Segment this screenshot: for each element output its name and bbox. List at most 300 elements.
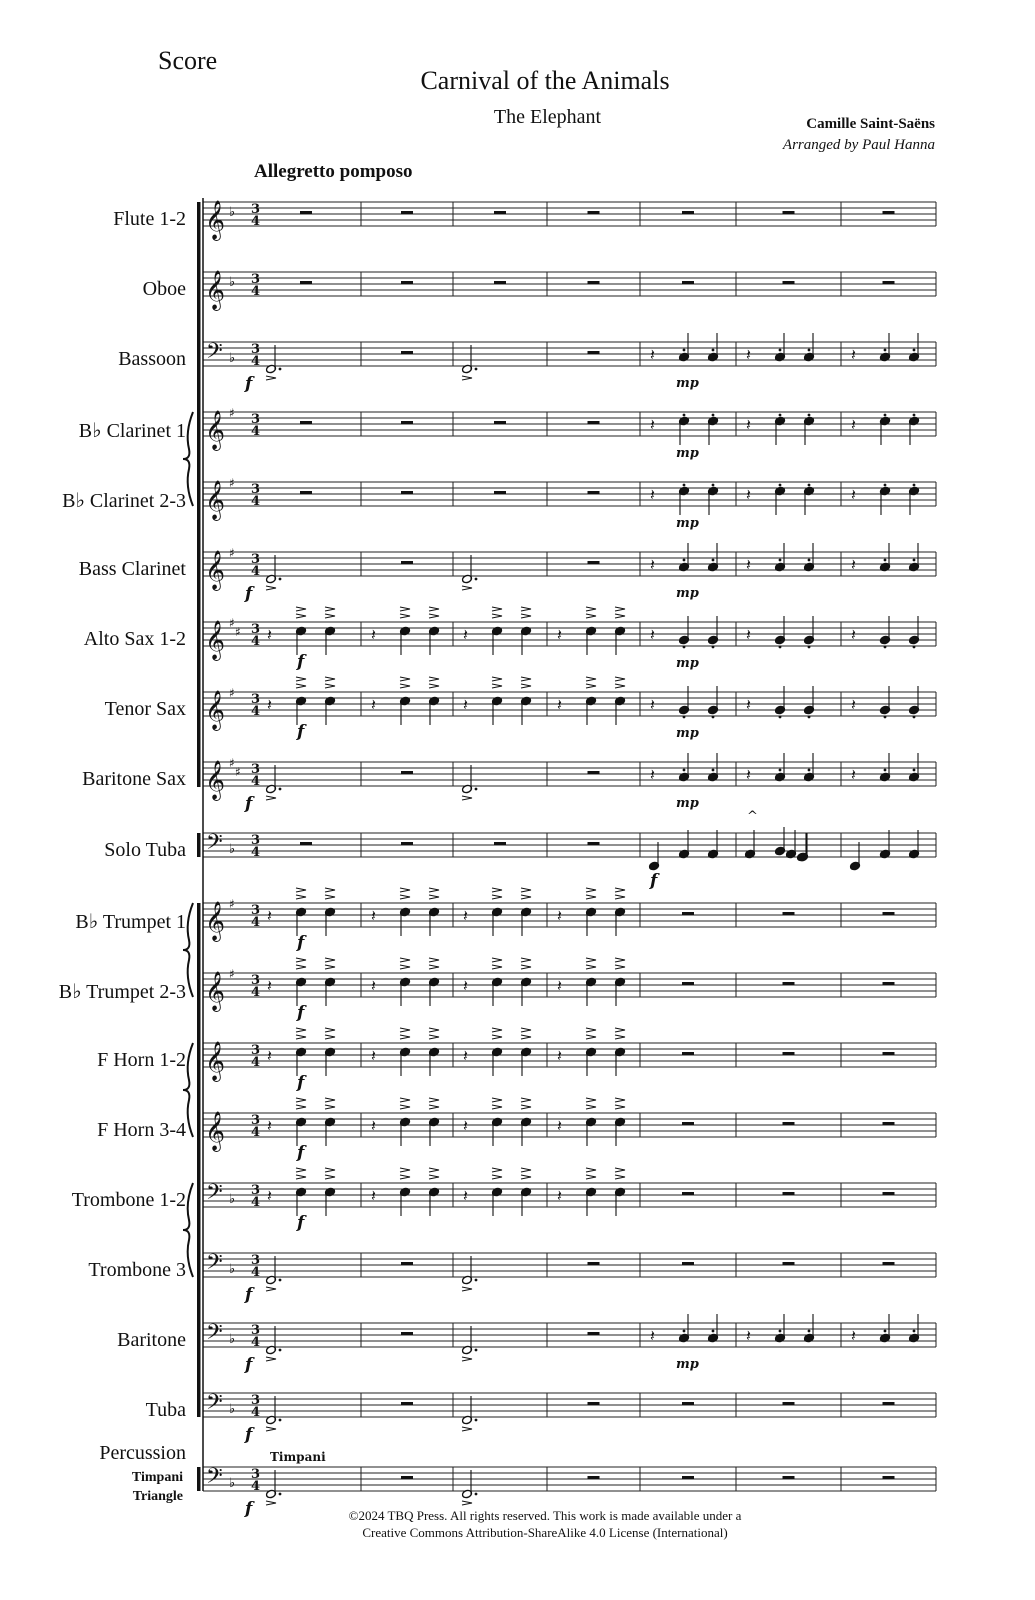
accent-mark [400, 1168, 410, 1172]
whole-rest [883, 1192, 895, 1195]
bass-clef-icon: 𝄢 [206, 1250, 223, 1280]
whole-rest [588, 561, 600, 564]
whole-rest [682, 1192, 694, 1195]
whole-rest [401, 211, 413, 214]
time-sig-bottom: 4 [251, 634, 261, 649]
quarter-rest: 𝄽 [650, 1326, 655, 1345]
staccato-dot [683, 414, 686, 417]
whole-rest [883, 1052, 895, 1055]
accent-mark [429, 614, 439, 618]
whole-rest [783, 982, 795, 985]
dynamic-forte: f [245, 794, 253, 814]
treble-clef-icon: 𝄞 [205, 550, 226, 590]
accent-mark [615, 965, 625, 969]
quarter-rest: 𝄽 [746, 555, 751, 574]
system-bracket [197, 202, 201, 787]
staccato-dot [808, 716, 811, 719]
accent-mark [429, 1035, 439, 1039]
accent-mark [586, 1035, 596, 1039]
quarter-rest: 𝄽 [463, 976, 468, 995]
whole-rest [401, 842, 413, 845]
accent-mark [296, 958, 306, 962]
quarter-rest: 𝄽 [746, 345, 751, 364]
dynamic-mezzo_piano: mp [676, 796, 699, 811]
instrument-name-trombone-1-2: Trombone 1-2 [71, 1189, 186, 1211]
accent-mark [615, 1098, 625, 1102]
whole-rest [588, 491, 600, 494]
quarter-rest: 𝄽 [267, 906, 272, 925]
accent-mark [429, 965, 439, 969]
accent-mark [492, 677, 502, 681]
accent-mark [325, 1028, 335, 1032]
quarter-rest: 𝄽 [557, 1046, 562, 1065]
staccato-dot [683, 716, 686, 719]
quarter-rest: 𝄽 [650, 415, 655, 434]
accent-mark [325, 958, 335, 962]
accent-mark [400, 614, 410, 618]
bass-clef-icon: 𝄢 [206, 1320, 223, 1350]
quarter-rest: 𝄽 [463, 695, 468, 714]
staccato-dot [884, 646, 887, 649]
accent-mark [296, 1168, 306, 1172]
staff-brace [183, 412, 193, 506]
quarter-rest: 𝄽 [746, 415, 751, 434]
whole-rest [883, 1262, 895, 1265]
dynamic-mezzo_piano: mp [676, 726, 699, 741]
whole-rest [682, 1052, 694, 1055]
accent-mark [429, 1105, 439, 1109]
time-sig-top: 3 [251, 692, 261, 707]
accent-mark [492, 1035, 502, 1039]
whole-rest [682, 912, 694, 915]
accent-mark [492, 888, 502, 892]
accent-mark [462, 796, 472, 800]
key-sharp: ♯ [229, 476, 235, 490]
accent-mark [400, 888, 410, 892]
staccato-dot [683, 646, 686, 649]
staccato-dot [779, 349, 782, 352]
accent-mark [325, 1168, 335, 1172]
dynamic-forte: f [650, 871, 658, 891]
staccato-dot [779, 559, 782, 562]
whole-rest [682, 211, 694, 214]
accent-mark [615, 1105, 625, 1109]
time-sig-bottom: 4 [251, 1125, 261, 1140]
accent-mark [429, 684, 439, 688]
accent-mark [586, 1105, 596, 1109]
tempo-marking: Allegretto pomposo [254, 161, 413, 182]
accent-mark [521, 684, 531, 688]
key-sharp: ♯ [229, 686, 235, 700]
whole-rest [401, 1476, 413, 1479]
accent-mark [266, 1501, 276, 1505]
copyright-footer [0, 1507, 1035, 1541]
staff-brace [183, 1183, 193, 1277]
accent-mark [325, 895, 335, 899]
accent-mark [521, 965, 531, 969]
staccato-dot [279, 578, 282, 581]
quarter-rest: 𝄽 [650, 765, 655, 784]
dynamic-forte: f [297, 1213, 305, 1233]
quarter-rest: 𝄽 [267, 1116, 272, 1135]
time-sig-bottom: 4 [251, 214, 261, 229]
quarter-rest: 𝄽 [267, 695, 272, 714]
time-sig-bottom: 4 [251, 704, 261, 719]
time-sig-bottom: 4 [251, 494, 261, 509]
accent-mark [615, 1035, 625, 1039]
key-flat: ♭ [229, 842, 236, 857]
whole-rest [401, 281, 413, 284]
accent-mark [521, 958, 531, 962]
instrument-name-trumpet-1: B♭ Trumpet 1 [75, 911, 186, 933]
quarter-rest: 𝄽 [371, 695, 376, 714]
whole-rest [300, 421, 312, 424]
staccato-dot [712, 349, 715, 352]
whole-rest [401, 1332, 413, 1335]
treble-clef-icon: 𝄞 [205, 620, 226, 660]
staccato-dot [779, 716, 782, 719]
treble-clef-icon: 𝄞 [205, 1041, 226, 1081]
time-sig-bottom: 4 [251, 424, 261, 439]
accent-mark [325, 1035, 335, 1039]
key-flat: ♭ [229, 1476, 236, 1491]
time-sig-bottom: 4 [251, 1055, 261, 1070]
staccato-dot [475, 368, 478, 371]
staccato-dot [779, 769, 782, 772]
whole-rest [588, 421, 600, 424]
copyright-line-1: ©2024 TBQ Press. All rights reserved. This work is made available under a [348, 1508, 742, 1523]
staccato-dot [683, 484, 686, 487]
key-flat: ♭ [229, 1262, 236, 1277]
quarter-rest: 𝄽 [267, 625, 272, 644]
treble-clef-icon: 𝄞 [205, 901, 226, 941]
accent-mark [521, 1175, 531, 1179]
accent-mark [521, 888, 531, 892]
accent-mark [492, 1028, 502, 1032]
composer-credit: Camille Saint-Saëns [806, 116, 935, 132]
accent-mark [429, 958, 439, 962]
whole-rest [494, 842, 506, 845]
dynamic-forte: f [245, 1285, 253, 1305]
whole-rest [682, 1476, 694, 1479]
time-sig-bottom: 4 [251, 354, 261, 369]
instrument-name-clarinet-1: B♭ Clarinet 1 [78, 420, 186, 442]
time-sig-bottom: 4 [251, 1405, 261, 1420]
whole-rest [783, 1192, 795, 1195]
whole-rest [682, 281, 694, 284]
time-sig-top: 3 [251, 552, 261, 567]
instrument-name-tuba: Tuba [145, 1399, 186, 1421]
accent-mark [492, 895, 502, 899]
accent-mark [615, 684, 625, 688]
accent-mark [586, 958, 596, 962]
instrument-name-clarinet-2-3: B♭ Clarinet 2-3 [62, 490, 186, 512]
staff-brace [183, 1043, 193, 1137]
whole-rest [494, 491, 506, 494]
accent-mark [521, 1098, 531, 1102]
quarter-rest: 𝄽 [557, 976, 562, 995]
dynamic-forte: f [245, 374, 253, 394]
time-sig-bottom: 4 [251, 1479, 261, 1494]
time-sig-bottom: 4 [251, 985, 261, 1000]
staccato-dot [683, 559, 686, 562]
quarter-rest: 𝄽 [463, 625, 468, 644]
key-sharp: ♯ [229, 756, 235, 770]
staccato-dot [279, 1349, 282, 1352]
staccato-dot [884, 484, 887, 487]
accent-mark [296, 1035, 306, 1039]
accent-mark [462, 1287, 472, 1291]
staccato-dot [884, 716, 887, 719]
accent-mark [429, 677, 439, 681]
time-sig-top: 3 [251, 622, 261, 637]
system-bracket [197, 903, 201, 1417]
quarter-rest: 𝄽 [851, 415, 856, 434]
accent-mark [266, 1287, 276, 1291]
accent-mark [296, 895, 306, 899]
staccato-dot [712, 484, 715, 487]
accent-mark [266, 796, 276, 800]
whole-rest [401, 1262, 413, 1265]
quarter-rest: 𝄽 [650, 345, 655, 364]
staccato-dot [913, 414, 916, 417]
accent-mark [400, 1098, 410, 1102]
accent-mark [400, 1175, 410, 1179]
whole-rest [300, 491, 312, 494]
dynamic-forte: f [297, 1003, 305, 1023]
whole-rest [883, 912, 895, 915]
staccato-dot [808, 646, 811, 649]
accent-mark [296, 677, 306, 681]
instrument-name-percussion: Percussion [99, 1442, 186, 1464]
accent-mark [296, 965, 306, 969]
accent-mark [296, 614, 306, 618]
accent-mark [462, 1501, 472, 1505]
accent-mark [492, 1105, 502, 1109]
accent-mark [521, 1028, 531, 1032]
quarter-rest: 𝄽 [650, 625, 655, 644]
accent-mark [521, 607, 531, 611]
staccato-dot [913, 1330, 916, 1333]
copyright-line-2: Creative Commons Attribution-ShareAlike 4.0 License (International) [362, 1525, 728, 1540]
accent-mark [296, 1175, 306, 1179]
quarter-rest: 𝄽 [557, 906, 562, 925]
whole-rest [883, 982, 895, 985]
accent-mark [615, 1175, 625, 1179]
dynamic-mezzo_piano: mp [676, 376, 699, 391]
time-sig-bottom: 4 [251, 845, 261, 860]
accent-mark [429, 1168, 439, 1172]
time-sig-bottom: 4 [251, 1335, 261, 1350]
quarter-rest: 𝄽 [371, 1116, 376, 1135]
staccato-dot [712, 414, 715, 417]
whole-rest [401, 771, 413, 774]
staccato-dot [913, 484, 916, 487]
time-sig-top: 3 [251, 1113, 261, 1128]
quarter-rest: 𝄽 [371, 1046, 376, 1065]
instrument-name-horn-1-2: F Horn 1-2 [97, 1049, 186, 1071]
staccato-dot [475, 578, 478, 581]
accent-mark [325, 607, 335, 611]
time-sig-top: 3 [251, 1253, 261, 1268]
time-sig-top: 3 [251, 342, 261, 357]
quarter-rest: 𝄽 [267, 976, 272, 995]
accent-mark [492, 1168, 502, 1172]
quarter-rest: 𝄽 [746, 765, 751, 784]
accent-mark [615, 1168, 625, 1172]
key-flat: ♭ [229, 1192, 236, 1207]
dynamic-mezzo_piano: mp [676, 656, 699, 671]
staccato-dot [913, 769, 916, 772]
staccato-dot [279, 1493, 282, 1496]
accent-mark [296, 1105, 306, 1109]
staccato-dot [712, 646, 715, 649]
key-sharp: ♯ [235, 765, 241, 779]
staccato-dot [913, 349, 916, 352]
whole-rest [588, 1332, 600, 1335]
accent-mark [325, 888, 335, 892]
time-sig-top: 3 [251, 1183, 261, 1198]
bass-clef-icon: 𝄢 [206, 1464, 223, 1494]
accent-mark [400, 684, 410, 688]
time-sig-bottom: 4 [251, 774, 261, 789]
accent-mark [429, 607, 439, 611]
instrument-name-baritone: Baritone [117, 1329, 186, 1351]
time-sig-top: 3 [251, 1323, 261, 1338]
dynamic-mezzo_piano: mp [676, 586, 699, 601]
key-sharp: ♯ [229, 406, 235, 420]
accent-mark [615, 1028, 625, 1032]
movement-subtitle: The Elephant [493, 106, 602, 128]
accent-mark [492, 607, 502, 611]
staccato-dot [884, 1330, 887, 1333]
quarter-rest: 𝄽 [463, 906, 468, 925]
staccato-dot [808, 349, 811, 352]
staccato-dot [808, 559, 811, 562]
quarter-rest: 𝄽 [746, 485, 751, 504]
accent-mark [521, 614, 531, 618]
whole-rest [783, 1402, 795, 1405]
whole-rest [401, 421, 413, 424]
accent-mark [266, 586, 276, 590]
accent-mark [462, 586, 472, 590]
key-flat: ♭ [229, 1402, 236, 1417]
whole-rest [300, 211, 312, 214]
key-flat: ♭ [229, 275, 236, 290]
accent-mark [586, 1168, 596, 1172]
accent-mark [615, 614, 625, 618]
bass-clef-icon: 𝄢 [206, 830, 223, 860]
whole-rest [588, 1476, 600, 1479]
staccato-dot [712, 769, 715, 772]
quarter-rest: 𝄽 [851, 695, 856, 714]
accent-mark [325, 684, 335, 688]
quarter-rest: 𝄽 [267, 1046, 272, 1065]
quarter-rest: 𝄽 [851, 765, 856, 784]
whole-rest [401, 561, 413, 564]
instrument-name-alto-sax: Alto Sax 1-2 [83, 628, 186, 650]
quarter-rest: 𝄽 [371, 906, 376, 925]
instrument-name-bass-clarinet: Bass Clarinet [78, 558, 186, 580]
accent-mark [325, 614, 335, 618]
dynamic-mezzo_piano: mp [676, 446, 699, 461]
accent-mark [296, 684, 306, 688]
quarter-rest: 𝄽 [267, 1186, 272, 1205]
whole-rest [783, 912, 795, 915]
bass-clef-icon: 𝄢 [206, 1390, 223, 1420]
piece-title: Carnival of the Animals [420, 66, 670, 95]
time-sig-bottom: 4 [251, 1265, 261, 1280]
whole-rest [883, 1476, 895, 1479]
whole-rest [494, 421, 506, 424]
staccato-dot [475, 1279, 478, 1282]
time-sig-top: 3 [251, 1467, 261, 1482]
system-bracket [197, 1467, 201, 1491]
accent-mark [400, 677, 410, 681]
instrument-name-horn-3-4: F Horn 3-4 [97, 1119, 186, 1141]
staves-layer [183, 198, 936, 1519]
dynamic-forte: f [245, 1355, 253, 1375]
quarter-rest: 𝄽 [746, 625, 751, 644]
accent-mark [429, 1175, 439, 1179]
accent-mark [429, 1028, 439, 1032]
system-bracket [197, 833, 201, 857]
treble-clef-icon: 𝄞 [205, 971, 226, 1011]
whole-rest [682, 1122, 694, 1125]
accent-mark [400, 895, 410, 899]
accent-mark [586, 895, 596, 899]
quarter-rest: 𝄽 [557, 625, 562, 644]
whole-rest [300, 281, 312, 284]
whole-rest [883, 1122, 895, 1125]
quarter-rest: 𝄽 [746, 695, 751, 714]
accent-mark [586, 677, 596, 681]
quarter-rest: 𝄽 [746, 1326, 751, 1345]
staccato-dot [779, 414, 782, 417]
quarter-rest: 𝄽 [557, 1186, 562, 1205]
whole-rest [401, 491, 413, 494]
whole-rest [883, 211, 895, 214]
whole-rest [588, 771, 600, 774]
whole-rest [783, 1052, 795, 1055]
dynamic-forte: f [245, 584, 253, 604]
accent-mark [586, 1028, 596, 1032]
accent-mark [586, 614, 596, 618]
quarter-rest: 𝄽 [557, 695, 562, 714]
quarter-rest: 𝄽 [851, 1326, 856, 1345]
accent-mark [429, 895, 439, 899]
whole-rest [494, 211, 506, 214]
staccato-dot [913, 646, 916, 649]
accent-mark [521, 677, 531, 681]
accent-mark [296, 607, 306, 611]
whole-rest [783, 1262, 795, 1265]
accent-mark [266, 1427, 276, 1431]
accent-mark [521, 895, 531, 899]
staccato-dot [808, 769, 811, 772]
accent-mark [615, 958, 625, 962]
accent-mark [400, 965, 410, 969]
instrument-name-trombone-3: Trombone 3 [88, 1259, 186, 1281]
whole-rest [783, 281, 795, 284]
whole-rest [783, 1122, 795, 1125]
time-sig-bottom: 4 [251, 915, 261, 930]
time-sig-bottom: 4 [251, 1195, 261, 1210]
score-label: Score [158, 46, 218, 75]
bass-clef-icon: 𝄢 [206, 1180, 223, 1210]
time-sig-bottom: 4 [251, 564, 261, 579]
accent-mark [615, 607, 625, 611]
